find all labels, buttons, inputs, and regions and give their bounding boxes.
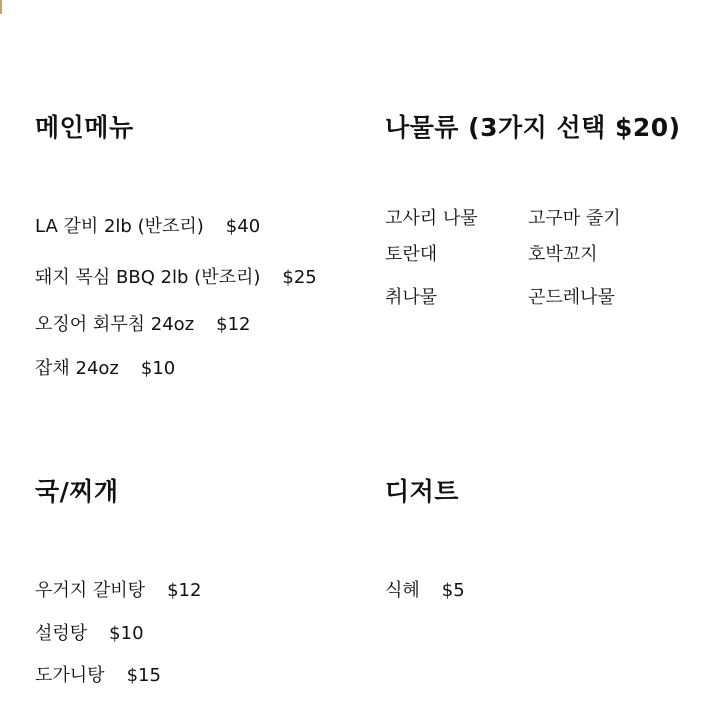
item-name: 우거지 갈비탕	[35, 580, 146, 601]
menu-item	[35, 661, 161, 687]
menu-item	[35, 619, 144, 645]
section-title-vegetables: 나물류 (3가지 선택 $20)	[385, 113, 681, 142]
item-name: 식혜	[385, 580, 420, 601]
section-title-soup: 국/찌개	[35, 477, 119, 506]
item-name: 설렁탕	[35, 623, 88, 644]
corner-mark	[0, 0, 2, 14]
item-name: 잡채 24oz	[35, 358, 119, 379]
section-title-main: 메인메뉴	[35, 113, 134, 142]
item-price: $25	[282, 267, 317, 288]
item-price: $12	[216, 314, 251, 335]
item-name: 돼지 목심 BBQ 2lb (반조리)	[35, 267, 261, 288]
section-title-dessert: 디저트	[385, 477, 459, 506]
vegetable-item: 취나물	[385, 287, 438, 308]
vegetable-item: 고사리 나물	[385, 208, 478, 229]
menu-item	[35, 354, 175, 380]
vegetable-item: 호박꼬지	[528, 244, 598, 265]
menu-item	[35, 310, 251, 336]
vegetable-item: 고구마 줄기	[528, 208, 621, 229]
item-price: $10	[140, 358, 176, 379]
menu-item	[35, 263, 317, 289]
item-name: 오징어 회무침 24oz	[35, 314, 195, 335]
item-name: LA 갈비 2lb (반조리)	[35, 216, 204, 237]
item-price: $15	[126, 665, 161, 686]
menu-item	[35, 212, 260, 238]
vegetable-item: 곤드레나물	[528, 287, 615, 308]
vegetable-item: 토란대	[385, 244, 438, 265]
item-price: $5	[441, 580, 465, 601]
item-name: 도가니탕	[35, 665, 105, 686]
item-price: $40	[225, 216, 261, 237]
menu-item	[35, 576, 201, 602]
menu-item	[385, 576, 465, 602]
item-price: $10	[109, 623, 144, 644]
item-price: $12	[167, 580, 202, 601]
